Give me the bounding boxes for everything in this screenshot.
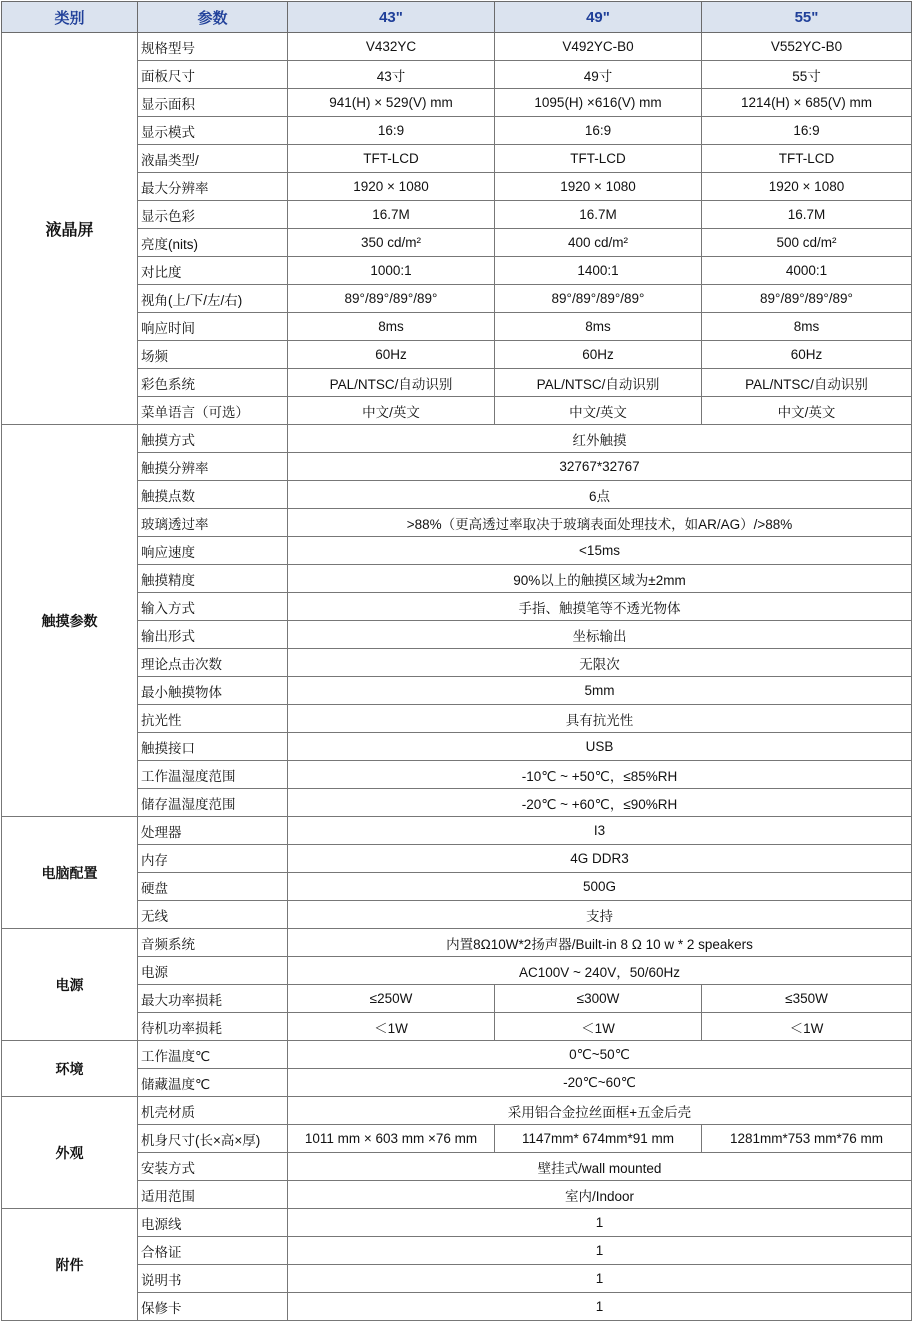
value-cell-merged: 32767*32767 [288, 453, 912, 481]
value-cell-merged: 坐标输出 [288, 621, 912, 649]
table-row [2, 1265, 912, 1293]
header-model-55: 55" [702, 2, 912, 33]
value-cell: 49寸 [495, 61, 702, 89]
value-cell: 16.7M [288, 201, 495, 229]
table-row [2, 201, 912, 229]
param-cell: 视角(上/下/左/右) [138, 285, 288, 313]
param-cell: 触摸精度 [138, 565, 288, 593]
value-cell: 1011 mm × 603 mm ×76 mm [288, 1125, 495, 1153]
value-cell-merged: -20℃ ~ +60℃，≤90%RH [288, 789, 912, 817]
value-cell-merged: 5mm [288, 677, 912, 705]
param-cell: 电源线 [138, 1209, 288, 1237]
param-cell: 机身尺寸(长×高×厚) [138, 1125, 288, 1153]
value-cell-merged: 室内/Indoor [288, 1181, 912, 1209]
table-row [2, 537, 912, 565]
table-row [2, 1013, 912, 1041]
table-row [2, 145, 912, 173]
header-row [2, 2, 912, 33]
param-cell: 响应时间 [138, 313, 288, 341]
param-cell: 说明书 [138, 1265, 288, 1293]
value-cell-merged: 1 [288, 1237, 912, 1265]
value-cell: 1147mm* 674mm*91 mm [495, 1125, 702, 1153]
table-row [2, 481, 912, 509]
param-cell: 硬盘 [138, 873, 288, 901]
param-cell: 液晶类型/ [138, 145, 288, 173]
value-cell: 8ms [288, 313, 495, 341]
value-cell: ＜1W [495, 1013, 702, 1041]
param-cell: 合格证 [138, 1237, 288, 1265]
value-cell: 1281mm*753 mm*76 mm [702, 1125, 912, 1153]
table-row [2, 1209, 912, 1237]
value-cell: PAL/NTSC/自动识别 [495, 369, 702, 397]
table-row [2, 229, 912, 257]
table-row [2, 929, 912, 957]
value-cell: 16.7M [495, 201, 702, 229]
header-param: 参数 [138, 2, 288, 33]
table-row [2, 1069, 912, 1097]
value-cell-merged: 1 [288, 1209, 912, 1237]
value-cell: 60Hz [288, 341, 495, 369]
value-cell-merged: 红外触摸 [288, 425, 912, 453]
value-cell: ≤300W [495, 985, 702, 1013]
table-row [2, 341, 912, 369]
table-row [2, 1041, 912, 1069]
param-cell: 触摸方式 [138, 425, 288, 453]
value-cell-merged: I3 [288, 817, 912, 845]
value-cell: 1400:1 [495, 257, 702, 285]
value-cell: 8ms [702, 313, 912, 341]
value-cell: 1920 × 1080 [288, 173, 495, 201]
param-cell: 工作温度℃ [138, 1041, 288, 1069]
value-cell-merged: 采用铝合金拉丝面框+五金后壳 [288, 1097, 912, 1125]
param-cell: 最小触摸物体 [138, 677, 288, 705]
value-cell-merged: 500G [288, 873, 912, 901]
value-cell: ≤350W [702, 985, 912, 1013]
value-cell: 500 cd/m² [702, 229, 912, 257]
category-cell: 触摸参数 [2, 425, 138, 817]
value-cell: V492YC-B0 [495, 33, 702, 61]
param-cell: 保修卡 [138, 1293, 288, 1321]
value-cell-merged: AC100V ~ 240V，50/60Hz [288, 957, 912, 985]
table-row [2, 397, 912, 425]
param-cell: 储藏温度℃ [138, 1069, 288, 1097]
value-cell: 16:9 [495, 117, 702, 145]
value-cell-merged: 1 [288, 1293, 912, 1321]
value-cell: 中文/英文 [702, 397, 912, 425]
param-cell: 工作温湿度范围 [138, 761, 288, 789]
value-cell-merged: 支持 [288, 901, 912, 929]
param-cell: 最大分辨率 [138, 173, 288, 201]
value-cell-merged: >88%（更高透过率取决于玻璃表面处理技术，如AR/AG）/>88% [288, 509, 912, 537]
param-cell: 场频 [138, 341, 288, 369]
value-cell-merged: USB [288, 733, 912, 761]
table-row [2, 733, 912, 761]
value-cell-merged: 无限次 [288, 649, 912, 677]
param-cell: 输入方式 [138, 593, 288, 621]
table-row [2, 1293, 912, 1321]
value-cell: TFT-LCD [288, 145, 495, 173]
param-cell: 显示模式 [138, 117, 288, 145]
value-cell-merged: 4G DDR3 [288, 845, 912, 873]
table-row [2, 117, 912, 145]
table-row [2, 89, 912, 117]
table-row [2, 61, 912, 89]
param-cell: 最大功率损耗 [138, 985, 288, 1013]
table-row [2, 845, 912, 873]
table-row [2, 705, 912, 733]
table-row [2, 509, 912, 537]
table-row [2, 173, 912, 201]
table-row [2, 789, 912, 817]
value-cell-merged: 壁挂式/wall mounted [288, 1153, 912, 1181]
value-cell: 941(H) × 529(V) mm [288, 89, 495, 117]
param-cell: 抗光性 [138, 705, 288, 733]
table-row [2, 649, 912, 677]
param-cell: 显示色彩 [138, 201, 288, 229]
value-cell: 1214(H) × 685(V) mm [702, 89, 912, 117]
table-row [2, 621, 912, 649]
param-cell: 适用范围 [138, 1181, 288, 1209]
value-cell: 1920 × 1080 [702, 173, 912, 201]
param-cell: 内存 [138, 845, 288, 873]
value-cell: 55寸 [702, 61, 912, 89]
value-cell-merged: 内置8Ω10W*2扬声器/Built-in 8 Ω 10 w * 2 speakers [288, 929, 912, 957]
category-cell: 电脑配置 [2, 817, 138, 929]
table-row [2, 1153, 912, 1181]
value-cell: TFT-LCD [495, 145, 702, 173]
param-cell: 玻璃透过率 [138, 509, 288, 537]
value-cell: 89°/89°/89°/89° [288, 285, 495, 313]
table-row [2, 1181, 912, 1209]
value-cell: 43寸 [288, 61, 495, 89]
value-cell: 1000:1 [288, 257, 495, 285]
category-cell: 外观 [2, 1097, 138, 1209]
param-cell: 彩色系统 [138, 369, 288, 397]
header-model-43: 43" [288, 2, 495, 33]
header-category: 类别 [2, 2, 138, 33]
value-cell: PAL/NTSC/自动识别 [702, 369, 912, 397]
table-row [2, 453, 912, 481]
param-cell: 显示面积 [138, 89, 288, 117]
param-cell: 触摸点数 [138, 481, 288, 509]
value-cell: ＜1W [288, 1013, 495, 1041]
param-cell: 待机功率损耗 [138, 1013, 288, 1041]
value-cell-merged: <15ms [288, 537, 912, 565]
table-row [2, 33, 912, 61]
table-row [2, 957, 912, 985]
value-cell-merged: -20℃~60℃ [288, 1069, 912, 1097]
param-cell: 无线 [138, 901, 288, 929]
value-cell: 1920 × 1080 [495, 173, 702, 201]
value-cell: TFT-LCD [702, 145, 912, 173]
value-cell-merged: 6点 [288, 481, 912, 509]
category-cell: 电源 [2, 929, 138, 1041]
value-cell: 中文/英文 [495, 397, 702, 425]
table-row [2, 1237, 912, 1265]
spec-table [1, 1, 912, 1321]
category-cell: 液晶屏 [2, 33, 138, 425]
value-cell-merged: 90%以上的触摸区域为±2mm [288, 565, 912, 593]
table-row [2, 257, 912, 285]
table-row [2, 873, 912, 901]
param-cell: 对比度 [138, 257, 288, 285]
table-row [2, 677, 912, 705]
value-cell: 中文/英文 [288, 397, 495, 425]
table-row [2, 313, 912, 341]
table-row [2, 817, 912, 845]
table-row [2, 761, 912, 789]
param-cell: 菜单语言（可选） [138, 397, 288, 425]
param-cell: 音频系统 [138, 929, 288, 957]
param-cell: 面板尺寸 [138, 61, 288, 89]
table-row [2, 593, 912, 621]
value-cell: 60Hz [702, 341, 912, 369]
value-cell-merged: 1 [288, 1265, 912, 1293]
param-cell: 电源 [138, 957, 288, 985]
table-row [2, 1125, 912, 1153]
param-cell: 触摸接口 [138, 733, 288, 761]
spec-body [2, 33, 912, 1321]
table-row [2, 369, 912, 397]
value-cell: 89°/89°/89°/89° [495, 285, 702, 313]
param-cell: 响应速度 [138, 537, 288, 565]
value-cell: 16:9 [702, 117, 912, 145]
category-cell: 环境 [2, 1041, 138, 1097]
param-cell: 机壳材质 [138, 1097, 288, 1125]
table-row [2, 565, 912, 593]
param-cell: 亮度(nits) [138, 229, 288, 257]
table-row [2, 285, 912, 313]
value-cell: 16.7M [702, 201, 912, 229]
value-cell: 89°/89°/89°/89° [702, 285, 912, 313]
value-cell: V552YC-B0 [702, 33, 912, 61]
param-cell: 触摸分辨率 [138, 453, 288, 481]
table-row [2, 1097, 912, 1125]
value-cell: 400 cd/m² [495, 229, 702, 257]
param-cell: 理论点击次数 [138, 649, 288, 677]
param-cell: 输出形式 [138, 621, 288, 649]
param-cell: 处理器 [138, 817, 288, 845]
value-cell-merged: 具有抗光性 [288, 705, 912, 733]
category-cell: 附件 [2, 1209, 138, 1321]
value-cell-merged: 手指、触摸笔等不透光物体 [288, 593, 912, 621]
table-row [2, 425, 912, 453]
value-cell: 8ms [495, 313, 702, 341]
param-cell: 储存温湿度范围 [138, 789, 288, 817]
value-cell-merged: -10℃ ~ +50℃，≤85%RH [288, 761, 912, 789]
header-model-49: 49" [495, 2, 702, 33]
value-cell-merged: 0℃~50℃ [288, 1041, 912, 1069]
value-cell: PAL/NTSC/自动识别 [288, 369, 495, 397]
value-cell: 1095(H) ×616(V) mm [495, 89, 702, 117]
param-cell: 安装方式 [138, 1153, 288, 1181]
value-cell: 16:9 [288, 117, 495, 145]
value-cell: ＜1W [702, 1013, 912, 1041]
table-row [2, 985, 912, 1013]
value-cell: V432YC [288, 33, 495, 61]
value-cell: 4000:1 [702, 257, 912, 285]
value-cell: 350 cd/m² [288, 229, 495, 257]
value-cell: 60Hz [495, 341, 702, 369]
param-cell: 规格型号 [138, 33, 288, 61]
value-cell: ≤250W [288, 985, 495, 1013]
table-row [2, 901, 912, 929]
